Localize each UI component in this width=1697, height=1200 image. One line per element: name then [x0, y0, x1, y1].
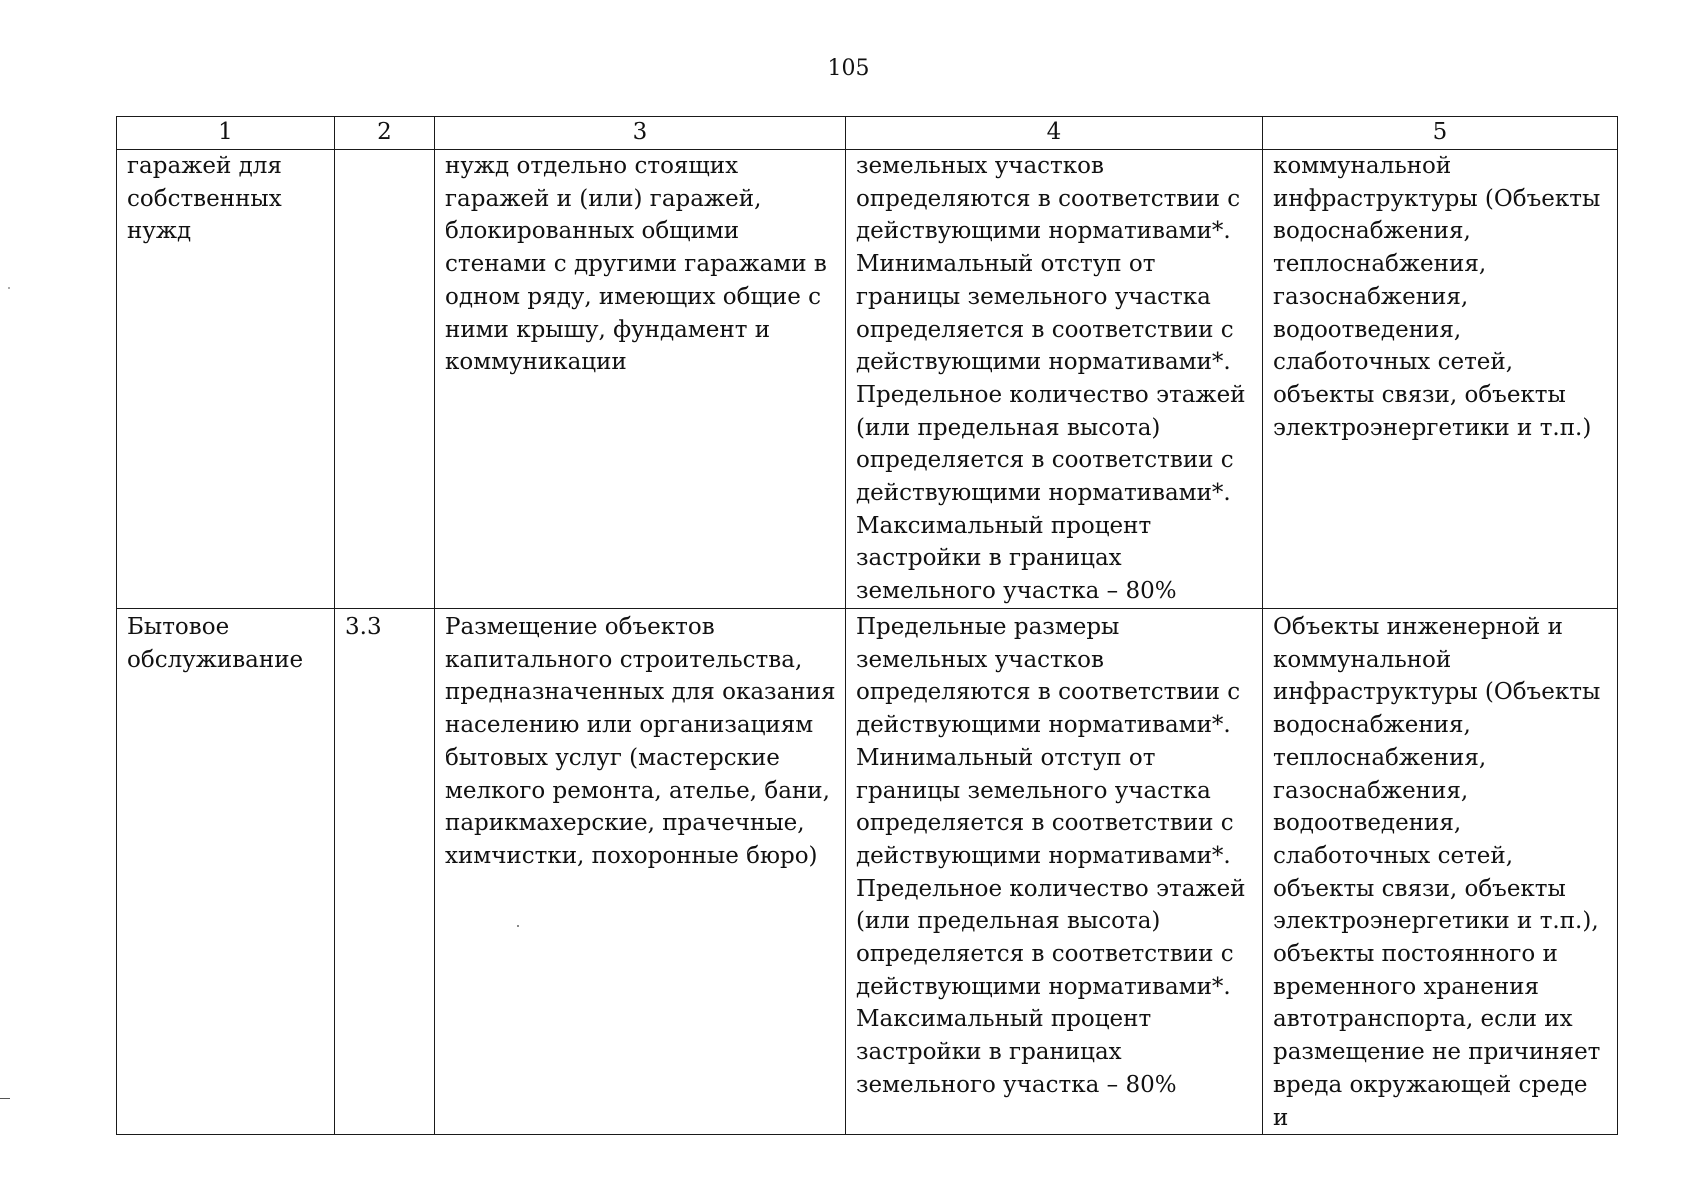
column-header-5: 5	[1263, 117, 1618, 150]
column-header-2: 2	[335, 117, 435, 150]
auxiliary-objects-cell: Объекты инженерной и коммунальной инфраструктуры (Объекты водоснабжения, теплоснабжения, газоснабжения, водоотведения, слаботочных сетей, объекты связи, объекты электроэнергетики и т.п.), объекты постоянного и временного хранения автотранспорта, если их размещение не причиняет вреда окружающей среде и	[1263, 609, 1618, 1135]
parameters-cell: Предельные размеры земельных участков определяются в соответствии с действующими нормативами*. Минимальный отступ от границы земельного участка определяется в соответствии с действующими нормативами*. Предельное количество этажей (или предельная высота) определяется в соответствии с действующими нормативами*. Максимальный процент застройки в границах земельного участка – 80%	[846, 609, 1263, 1135]
scan-margin-mark	[0, 1098, 10, 1099]
description-cell: нужд отдельно стоящих гаражей и (или) гаражей, блокированных общими стенами с другими гаражами в одном ряду, имеющих общие с ними крышу, фундамент и коммуникации	[435, 150, 846, 609]
land-use-type-cell: гаражей для собственных нужд	[117, 150, 335, 609]
column-header-1: 1	[117, 117, 335, 150]
code-cell: 3.3	[335, 609, 435, 1135]
parameters-cell: земельных участков определяются в соответствии с действующими нормативами*. Минимальный отступ от границы земельного участка определяется в соответствии с действующими нормативами*. Предельное количество этажей (или предельная высота) определяется в соответствии с действующими нормативами*. Максимальный процент застройки в границах земельного участка – 80%	[846, 150, 1263, 609]
column-header-3: 3	[435, 117, 846, 150]
table-row	[117, 150, 1618, 609]
land-use-type-cell: Бытовое обслуживание	[117, 609, 335, 1135]
column-header-4: 4	[846, 117, 1263, 150]
page-number: 105	[827, 56, 870, 81]
code-cell	[335, 150, 435, 609]
scan-artifact-dot	[8, 287, 10, 289]
table-header-row	[117, 117, 1618, 150]
land-use-table	[116, 116, 1618, 1135]
table-row	[117, 609, 1618, 1135]
auxiliary-objects-cell: коммунальной инфраструктуры (Объекты водоснабжения, теплоснабжения, газоснабжения, водоотведения, слаботочных сетей, объекты связи, объекты электроэнергетики и т.п.)	[1263, 150, 1618, 609]
description-cell: Размещение объектов капитального строительства, предназначенных для оказания населению или организациям бытовых услуг (мастерские мелкого ремонта, ателье, бани, парикмахерские, прачечные, химчистки, похоронные бюро)	[435, 609, 846, 1135]
